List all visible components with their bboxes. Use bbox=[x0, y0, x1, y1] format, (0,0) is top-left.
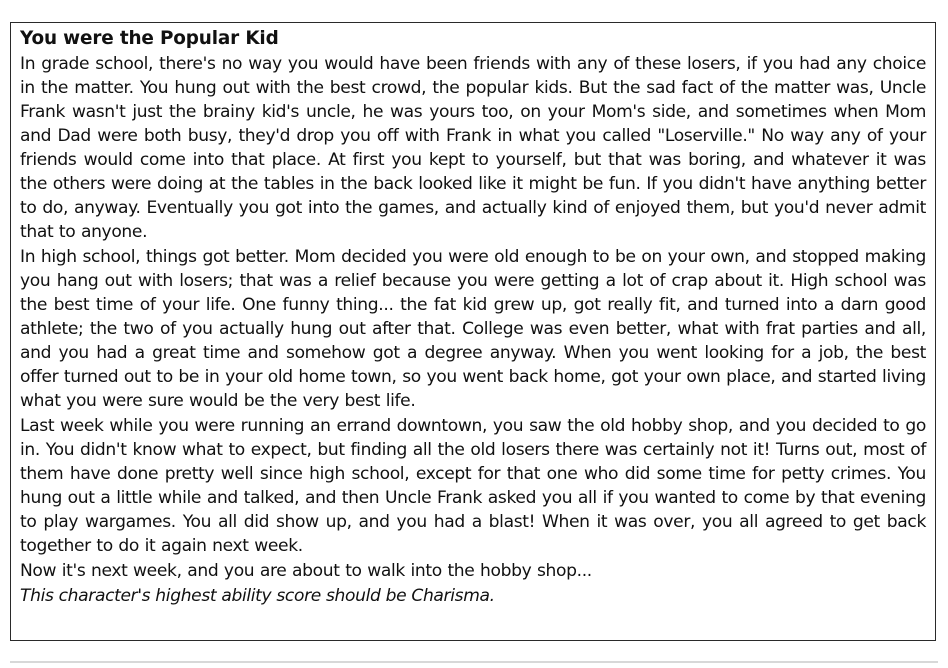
ability-score-note: This character's highest ability score should be Charisma. bbox=[20, 586, 495, 606]
paragraph-grade-school: In grade school, there's no way you would have been friends with any of these losers, if you had any choice in the matter. You hung out with the best crowd, the popular kids. But the sad fact of the matter was, Uncle Frank wasn't just the brainy kid's uncle, he was yours too, on your Mom's side, and sometimes when Mom and Dad were both busy, they'd drop you off with Frank in what you called "Loserville." No way any of your friends would come into that place. At first you kept to yourself, but that was boring, and whatever it was the others were doing at the tables in the back looked like it might be fun. If you didn't have anything better to do, anyway. Eventually you got into the games, and actually kind of enjoyed them, but you'd never admit that to anyone. bbox=[20, 54, 926, 242]
paragraph-high-school: In high school, things got better. Mom decided you were old enough to be on your own, and stopped making you hang out with losers; that was a relief because you were getting a lot of crap about it. High school was the best time of your life. One funny thing... the fat kid grew up, got really fit, and turned into a darn good athlete; the two of you actually hung out after that. College was even better, what with frat parties and all, and you had a great time and somehow got a degree anyway. When you went looking for a job, the best offer turned out to be in your old home town, so you went back home, got your own place, and started living what you were sure would be the very best life. bbox=[20, 247, 926, 411]
closing-line: Now it's next week, and you are about to walk into the hobby shop... bbox=[20, 561, 592, 581]
character-card bbox=[10, 22, 936, 641]
paragraph-last-week: Last week while you were running an errand downtown, you saw the old hobby shop, and you decided to go in. You didn't know what to expect, but finding all the old losers there was certainly not it! Turns out, most of them have done pretty well since high school, except for that one who did some time for petty crimes. You hung out a little while and talked, and then Uncle Frank asked you all if you wanted to come by that evening to play wargames. You all did show up, and you had a blast! When it was over, you all agreed to get back together to do it again next week. bbox=[20, 416, 926, 556]
card-title: You were the Popular Kid bbox=[20, 28, 279, 49]
page-divider bbox=[10, 661, 938, 663]
